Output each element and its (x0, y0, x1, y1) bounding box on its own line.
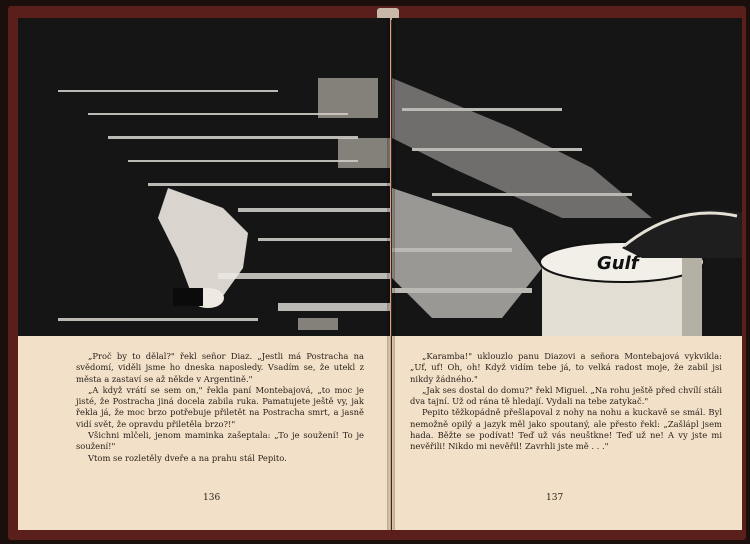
barrel-label: Gulf (597, 253, 639, 274)
page-number-left: 136 (203, 493, 221, 503)
paragraph: Vtom se rozletěly dveře a na prahu stál Pepito. (88, 452, 287, 463)
paragraph: „Karamba!" uklouzlo panu Diazovi a señora Montebajová vykvikla: „Uf, uf! Oh, oh! Když vidím tebe já, to velká radost moje, že zabil jsi nikdy žádného." (410, 351, 722, 384)
book-spine (387, 18, 395, 530)
paragraph: „Jak ses dostal do domu?" řekl Miguel. „Na rohu ještě před chvílí stáli dva tajní. Už od rána tě hledají. Vydali na tebe zatykač." (410, 384, 722, 407)
right-page-text (392, 351, 742, 453)
right-page (392, 18, 742, 530)
paragraph: „Proč by to dělal?" řekl señor Diaz. „Jestli má Postracha na svědomí, viděli jsme ho dneska naposledy. Vsadím se, že utekl z města a zastaví se až někde v Argentině." (76, 351, 364, 384)
open-book (8, 6, 746, 540)
left-page-text (18, 351, 390, 464)
left-page (18, 18, 391, 530)
photo-left-half (18, 18, 390, 336)
night-scene-illustration (18, 18, 390, 336)
night-scene-illustration-right (392, 18, 742, 336)
paragraph: „A když vrátí se sem on," řekla paní Montebajová, „to moc je jisté, že Postracha jiná docela zabila ruka. Pamatujete ještě vy, jak řekla já, že moc brzo potřebuje přiletět na Postracha smrt, a jasně vidí svět, že opravdu přiletěla brzo?!" (76, 384, 364, 429)
page-number-right: 137 (546, 493, 564, 503)
paragraph: Všichni mlčeli, jenom maminka zašeptala: „To je soužení! To je soužení!" (76, 430, 364, 452)
paragraph: Pepito těžkopádně přešlapoval z nohy na nohu a kuckavě se smál. Byl nemožně opilý a jazyk měl jako spoutaný, ale přesto řekl: „Zašlápl jsem hada. Běžte se podívat! Teď už vás neuštkne! Teď už ne! A vy jste mi nevěřili! Nikdo mi nevěřil! Zavrhli jste mě . . ." (410, 407, 722, 452)
photo-right-half (392, 18, 742, 336)
